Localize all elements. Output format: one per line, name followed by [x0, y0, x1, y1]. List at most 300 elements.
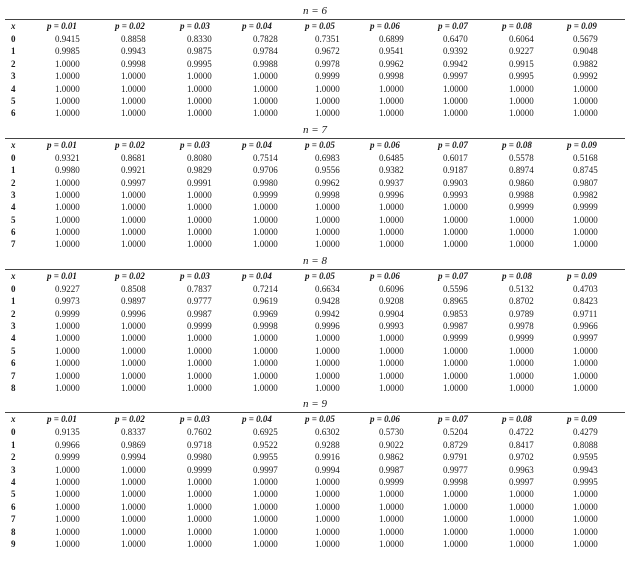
table-row: [5, 70, 625, 82]
probability-cell: 1.0000: [573, 382, 598, 393]
column-header-row: [5, 413, 625, 426]
probability-cell: 0.9784: [253, 46, 278, 57]
probability-cell: 1.0000: [443, 526, 468, 537]
probability-cell: 0.7514: [253, 152, 278, 163]
column-header-row: [5, 270, 625, 283]
probability-cell: 1.0000: [315, 538, 340, 549]
table-row: [5, 164, 625, 176]
probability-cell: 1.0000: [443, 95, 468, 106]
x-value: 4: [11, 476, 16, 487]
probability-cell: 0.9937: [379, 177, 404, 188]
probability-cell: 0.9998: [253, 321, 278, 332]
probability-cell: 1.0000: [443, 489, 468, 500]
x-value: 7: [11, 514, 16, 525]
probability-cell: 0.9996: [315, 321, 340, 332]
probability-cell: 1.0000: [379, 358, 404, 369]
probability-cell: 0.9999: [315, 71, 340, 82]
probability-cell: 0.4279: [573, 427, 598, 438]
probability-cell: 0.4703: [573, 283, 598, 294]
table-row: [5, 332, 625, 344]
probability-cell: 1.0000: [121, 345, 146, 356]
probability-cell: 1.0000: [253, 382, 278, 393]
probability-cell: 1.0000: [55, 214, 80, 225]
probability-cell: 1.0000: [253, 501, 278, 512]
probability-cell: 1.0000: [379, 202, 404, 213]
probability-cell: 1.0000: [379, 227, 404, 238]
probability-cell: 0.9791: [443, 452, 468, 463]
x-header: x: [11, 139, 16, 150]
probability-cell: 0.9997: [253, 464, 278, 475]
probability-cell: 1.0000: [315, 95, 340, 106]
probability-cell: 1.0000: [121, 358, 146, 369]
table-row: [5, 152, 625, 164]
p-header: p = 0.02: [115, 414, 145, 425]
p-header: p = 0.06: [370, 139, 400, 150]
table-row: [5, 451, 625, 463]
probability-cell: 0.9706: [253, 165, 278, 176]
probability-cell: 1.0000: [121, 321, 146, 332]
probability-cell: 0.7602: [187, 427, 212, 438]
probability-cell: 1.0000: [573, 501, 598, 512]
probability-cell: 0.9966: [55, 439, 80, 450]
probability-cell: 1.0000: [379, 83, 404, 94]
probability-cell: 0.9955: [253, 452, 278, 463]
table-block-3: [5, 397, 625, 550]
x-value: 2: [11, 452, 16, 463]
probability-cell: 0.9995: [187, 58, 212, 69]
x-value: 5: [11, 214, 16, 225]
table-row: [5, 33, 625, 45]
probability-cell: 1.0000: [315, 227, 340, 238]
x-value: 7: [11, 370, 16, 381]
probability-cell: 0.8729: [443, 439, 468, 450]
probability-cell: 0.9998: [379, 71, 404, 82]
probability-cell: 0.9862: [379, 452, 404, 463]
probability-cell: 0.9973: [55, 296, 80, 307]
probability-cell: 0.5168: [573, 152, 598, 163]
probability-cell: 1.0000: [509, 95, 534, 106]
probability-cell: 0.9903: [443, 177, 468, 188]
probability-cell: 0.9921: [121, 165, 146, 176]
probability-cell: 1.0000: [55, 514, 80, 525]
probability-cell: 1.0000: [121, 333, 146, 344]
probability-cell: 1.0000: [121, 189, 146, 200]
probability-cell: 0.9999: [253, 189, 278, 200]
table-row: [5, 345, 625, 357]
probability-cell: 1.0000: [509, 382, 534, 393]
probability-cell: 0.9875: [187, 46, 212, 57]
probability-cell: 1.0000: [121, 108, 146, 119]
probability-cell: 1.0000: [443, 358, 468, 369]
probability-cell: 0.9988: [509, 189, 534, 200]
probability-cell: 0.7837: [187, 283, 212, 294]
probability-cell: 1.0000: [443, 108, 468, 119]
probability-cell: 0.9987: [443, 321, 468, 332]
probability-cell: 0.9595: [573, 452, 598, 463]
x-value: 6: [11, 227, 16, 238]
probability-cell: 1.0000: [253, 71, 278, 82]
p-header: p = 0.08: [502, 270, 532, 281]
probability-cell: 0.9541: [379, 46, 404, 57]
probability-cell: 0.9966: [573, 321, 598, 332]
probability-cell: 1.0000: [509, 227, 534, 238]
p-header: p = 0.04: [242, 139, 272, 150]
probability-cell: 0.9916: [315, 452, 340, 463]
probability-cell: 0.9999: [187, 464, 212, 475]
probability-cell: 0.9994: [315, 464, 340, 475]
probability-cell: 0.5730: [379, 427, 404, 438]
probability-cell: 1.0000: [253, 202, 278, 213]
probability-cell: 1.0000: [443, 239, 468, 250]
probability-cell: 1.0000: [509, 214, 534, 225]
probability-cell: 1.0000: [315, 514, 340, 525]
p-header: p = 0.09: [567, 414, 597, 425]
probability-cell: 1.0000: [253, 227, 278, 238]
probability-cell: 1.0000: [121, 489, 146, 500]
probability-cell: 1.0000: [573, 345, 598, 356]
table-row: [5, 177, 625, 189]
x-value: 4: [11, 83, 16, 94]
probability-cell: 0.5578: [509, 152, 534, 163]
probability-cell: 0.7828: [253, 34, 278, 44]
probability-cell: 0.6302: [315, 427, 340, 438]
probability-cell: 0.6925: [253, 427, 278, 438]
table-block-0: [5, 4, 625, 120]
probability-cell: 1.0000: [509, 108, 534, 119]
p-header: p = 0.09: [567, 270, 597, 281]
probability-cell: 1.0000: [187, 514, 212, 525]
x-value: 0: [11, 34, 16, 44]
table-row: [5, 214, 625, 226]
probability-cell: 0.9962: [379, 58, 404, 69]
probability-cell: 1.0000: [121, 526, 146, 537]
probability-cell: 0.8965: [443, 296, 468, 307]
table-row: [5, 107, 625, 119]
probability-cell: 1.0000: [121, 214, 146, 225]
probability-cell: 1.0000: [187, 382, 212, 393]
probability-cell: 1.0000: [121, 514, 146, 525]
probability-cell: 0.9998: [443, 476, 468, 487]
probability-cell: 0.9995: [509, 71, 534, 82]
probability-cell: 0.9994: [121, 452, 146, 463]
probability-cell: 1.0000: [55, 345, 80, 356]
probability-cell: 0.9428: [315, 296, 340, 307]
probability-cell: 0.9942: [443, 58, 468, 69]
probability-cell: 0.9985: [55, 46, 80, 57]
table-row: [5, 476, 625, 488]
probability-cell: 1.0000: [443, 501, 468, 512]
binomial-cdf-table: [5, 4, 625, 550]
probability-cell: 1.0000: [253, 514, 278, 525]
probability-cell: 1.0000: [121, 239, 146, 250]
probability-cell: 0.9998: [315, 189, 340, 200]
probability-cell: 0.9882: [573, 58, 598, 69]
probability-cell: 0.9829: [187, 165, 212, 176]
probability-cell: 0.9022: [379, 439, 404, 450]
probability-cell: 1.0000: [443, 538, 468, 549]
probability-cell: 0.9999: [55, 452, 80, 463]
probability-cell: 0.8080: [187, 152, 212, 163]
probability-cell: 1.0000: [315, 476, 340, 487]
probability-cell: 0.9187: [443, 165, 468, 176]
probability-cell: 1.0000: [187, 189, 212, 200]
probability-cell: 0.9807: [573, 177, 598, 188]
probability-cell: 0.9321: [55, 152, 80, 163]
p-header: p = 0.04: [242, 270, 272, 281]
probability-cell: 0.9789: [509, 308, 534, 319]
table-row: [5, 370, 625, 382]
probability-cell: 1.0000: [55, 333, 80, 344]
probability-cell: 0.9969: [253, 308, 278, 319]
probability-cell: 0.9977: [443, 464, 468, 475]
table-row: [5, 226, 625, 238]
table-row: [5, 426, 625, 438]
probability-cell: 1.0000: [315, 239, 340, 250]
probability-cell: 1.0000: [187, 227, 212, 238]
probability-cell: 0.9978: [509, 321, 534, 332]
probability-cell: 0.9619: [253, 296, 278, 307]
probability-cell: 0.9943: [573, 464, 598, 475]
probability-cell: 1.0000: [121, 501, 146, 512]
probability-cell: 1.0000: [187, 489, 212, 500]
probability-cell: 1.0000: [253, 358, 278, 369]
p-header: p = 0.05: [305, 139, 335, 150]
probability-cell: 1.0000: [443, 382, 468, 393]
x-value: 5: [11, 95, 16, 106]
probability-cell: 1.0000: [187, 202, 212, 213]
probability-cell: 1.0000: [187, 333, 212, 344]
p-header: p = 0.07: [438, 139, 468, 150]
probability-cell: 0.9982: [573, 189, 598, 200]
probability-cell: 1.0000: [509, 370, 534, 381]
p-header: p = 0.06: [370, 21, 400, 31]
probability-cell: 0.6096: [379, 283, 404, 294]
probability-cell: 1.0000: [509, 83, 534, 94]
probability-cell: 0.9048: [573, 46, 598, 57]
probability-cell: 0.9997: [573, 333, 598, 344]
probability-cell: 1.0000: [379, 108, 404, 119]
x-header: x: [11, 21, 16, 31]
probability-cell: 0.9999: [509, 333, 534, 344]
table-row: [5, 308, 625, 320]
probability-cell: 1.0000: [187, 214, 212, 225]
table-row: [5, 513, 625, 525]
x-value: 6: [11, 501, 16, 512]
x-value: 3: [11, 189, 16, 200]
p-header: p = 0.09: [567, 139, 597, 150]
probability-cell: 1.0000: [187, 526, 212, 537]
p-header: p = 0.03: [180, 21, 210, 31]
x-value: 1: [11, 296, 16, 307]
probability-cell: 1.0000: [379, 214, 404, 225]
p-header: p = 0.02: [115, 139, 145, 150]
probability-cell: 0.9999: [443, 333, 468, 344]
p-header: p = 0.01: [47, 139, 77, 150]
probability-cell: 0.9999: [573, 202, 598, 213]
x-value: 4: [11, 333, 16, 344]
probability-cell: 0.5679: [573, 34, 598, 44]
table-row: [5, 58, 625, 70]
table-row: [5, 501, 625, 513]
probability-cell: 1.0000: [573, 227, 598, 238]
probability-cell: 1.0000: [121, 538, 146, 549]
probability-cell: 0.9943: [121, 46, 146, 57]
probability-cell: 0.9869: [121, 439, 146, 450]
probability-cell: 1.0000: [379, 370, 404, 381]
table-row: [5, 95, 625, 107]
probability-cell: 0.9999: [187, 321, 212, 332]
probability-cell: 0.9995: [573, 476, 598, 487]
probability-cell: 1.0000: [55, 58, 80, 69]
probability-cell: 1.0000: [187, 83, 212, 94]
probability-cell: 1.0000: [187, 476, 212, 487]
probability-cell: 1.0000: [573, 83, 598, 94]
probability-cell: 0.9996: [379, 189, 404, 200]
probability-cell: 0.7214: [253, 283, 278, 294]
probability-cell: 1.0000: [55, 71, 80, 82]
p-header: p = 0.04: [242, 21, 272, 31]
probability-cell: 0.9718: [187, 439, 212, 450]
probability-cell: 1.0000: [573, 370, 598, 381]
probability-cell: 1.0000: [121, 202, 146, 213]
p-header: p = 0.05: [305, 270, 335, 281]
block-title: n = 7: [5, 123, 625, 139]
probability-cell: 0.8508: [121, 283, 146, 294]
x-value: 3: [11, 321, 16, 332]
x-value: 8: [11, 382, 16, 393]
probability-cell: 0.9997: [443, 71, 468, 82]
probability-cell: 1.0000: [55, 476, 80, 487]
probability-cell: 1.0000: [443, 202, 468, 213]
p-header: p = 0.01: [47, 21, 77, 31]
x-value: 2: [11, 58, 16, 69]
probability-cell: 1.0000: [121, 95, 146, 106]
x-value: 1: [11, 439, 16, 450]
probability-cell: 0.9853: [443, 308, 468, 319]
x-value: 9: [11, 538, 16, 549]
probability-cell: 0.9227: [55, 283, 80, 294]
table-row: [5, 464, 625, 476]
probability-cell: 0.9415: [55, 34, 80, 44]
probability-cell: 0.6899: [379, 34, 404, 44]
probability-cell: 1.0000: [55, 370, 80, 381]
probability-cell: 1.0000: [315, 489, 340, 500]
probability-cell: 1.0000: [315, 526, 340, 537]
table-row: [5, 238, 625, 250]
probability-cell: 0.5204: [443, 427, 468, 438]
x-value: 4: [11, 202, 16, 213]
probability-cell: 1.0000: [55, 202, 80, 213]
table-row: [5, 382, 625, 394]
probability-cell: 0.9942: [315, 308, 340, 319]
probability-cell: 1.0000: [509, 514, 534, 525]
p-header: p = 0.08: [502, 414, 532, 425]
probability-cell: 0.6470: [443, 34, 468, 44]
probability-cell: 1.0000: [573, 108, 598, 119]
probability-cell: 1.0000: [253, 476, 278, 487]
probability-cell: 1.0000: [55, 538, 80, 549]
probability-cell: 1.0000: [315, 382, 340, 393]
probability-cell: 1.0000: [573, 526, 598, 537]
table-row: [5, 538, 625, 550]
p-header: p = 0.07: [438, 414, 468, 425]
probability-cell: 0.9980: [253, 177, 278, 188]
probability-cell: 1.0000: [573, 514, 598, 525]
p-header: p = 0.03: [180, 139, 210, 150]
probability-cell: 0.6485: [379, 152, 404, 163]
p-header: p = 0.08: [502, 139, 532, 150]
probability-cell: 0.6064: [509, 34, 534, 44]
probability-cell: 0.9993: [379, 321, 404, 332]
probability-cell: 1.0000: [253, 108, 278, 119]
probability-cell: 1.0000: [573, 358, 598, 369]
x-value: 5: [11, 489, 16, 500]
probability-cell: 1.0000: [187, 95, 212, 106]
probability-cell: 0.9392: [443, 46, 468, 57]
probability-cell: 0.9904: [379, 308, 404, 319]
probability-cell: 1.0000: [253, 333, 278, 344]
probability-cell: 0.9980: [55, 165, 80, 176]
p-header: p = 0.07: [438, 270, 468, 281]
probability-cell: 1.0000: [443, 214, 468, 225]
probability-cell: 0.9993: [443, 189, 468, 200]
probability-cell: 1.0000: [315, 83, 340, 94]
probability-cell: 1.0000: [55, 526, 80, 537]
probability-cell: 0.8330: [187, 34, 212, 44]
probability-cell: 0.9987: [379, 464, 404, 475]
probability-cell: 1.0000: [55, 83, 80, 94]
p-header: p = 0.06: [370, 270, 400, 281]
probability-cell: 1.0000: [379, 95, 404, 106]
probability-cell: 1.0000: [55, 95, 80, 106]
probability-cell: 0.9996: [121, 308, 146, 319]
probability-cell: 0.9987: [187, 308, 212, 319]
probability-cell: 1.0000: [443, 83, 468, 94]
probability-cell: 1.0000: [55, 464, 80, 475]
table-row: [5, 526, 625, 538]
p-header: p = 0.05: [305, 21, 335, 31]
probability-cell: 0.8337: [121, 427, 146, 438]
x-header: x: [11, 270, 16, 281]
probability-cell: 1.0000: [509, 489, 534, 500]
probability-cell: 1.0000: [509, 501, 534, 512]
probability-cell: 0.9991: [187, 177, 212, 188]
x-value: 3: [11, 71, 16, 82]
probability-cell: 0.9999: [55, 308, 80, 319]
probability-cell: 0.8858: [121, 34, 146, 44]
probability-cell: 0.9672: [315, 46, 340, 57]
probability-cell: 0.9998: [121, 58, 146, 69]
probability-cell: 1.0000: [573, 489, 598, 500]
probability-cell: 1.0000: [55, 177, 80, 188]
probability-cell: 1.0000: [379, 239, 404, 250]
probability-cell: 0.9522: [253, 439, 278, 450]
probability-cell: 1.0000: [55, 321, 80, 332]
probability-cell: 0.5596: [443, 283, 468, 294]
probability-cell: 0.4722: [509, 427, 534, 438]
probability-cell: 1.0000: [253, 95, 278, 106]
table-row: [5, 83, 625, 95]
block-title: n = 8: [5, 254, 625, 270]
probability-cell: 0.9999: [379, 476, 404, 487]
table-row: [5, 439, 625, 451]
x-header: x: [11, 414, 16, 425]
probability-cell: 1.0000: [187, 358, 212, 369]
probability-cell: 0.9978: [315, 58, 340, 69]
probability-cell: 1.0000: [315, 370, 340, 381]
probability-cell: 1.0000: [55, 358, 80, 369]
probability-cell: 1.0000: [55, 239, 80, 250]
